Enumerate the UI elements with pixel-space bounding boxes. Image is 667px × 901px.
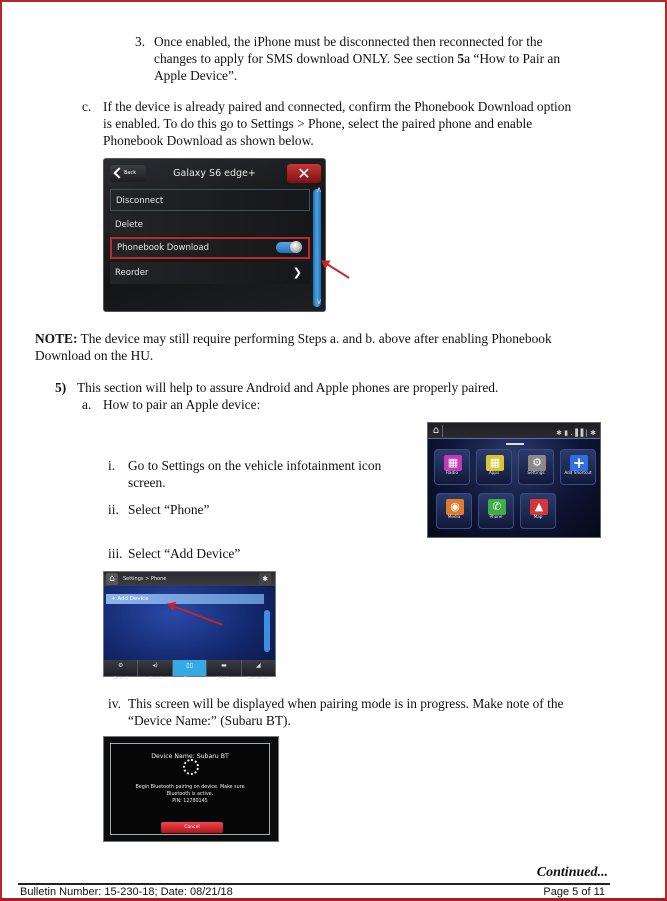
page-indicator: [506, 443, 524, 445]
add-device-row: + Add Device: [106, 594, 264, 604]
toggle-on-icon: [276, 242, 302, 253]
loading-spinner-icon: [183, 759, 199, 775]
continued-label: Continued...: [536, 865, 608, 880]
scrollbar: [264, 610, 270, 652]
scrollbar: [313, 189, 321, 307]
close-icon: ✕: [287, 164, 321, 183]
step-iii-text: Select “Add Device”: [128, 546, 241, 561]
pairing-dialog: [110, 743, 270, 835]
step-iv-number: iv.: [108, 696, 121, 711]
device-title: Galaxy S6 edge+: [173, 168, 256, 179]
apps-icon: ▦: [486, 455, 504, 471]
settings-tab-bar: [104, 660, 275, 680]
home-screen-screenshot: [427, 422, 601, 538]
bulletin-info: Bulletin Number: 15-230-18; Date: 08/21/18: [20, 886, 233, 898]
pairing-message: Begin Bluetooth pairing on device. Make sure Bluetooth is active. PIN: 12780145: [135, 785, 245, 804]
phonebook-download-screenshot: [103, 158, 326, 312]
step-3-text: Once enabled, the iPhone must be disconnected then reconnected for the changes to apply for SMS download ONLY. See section 5a “How to Pair an Apple Device”.: [154, 34, 561, 83]
step-iv-text: This screen will be displayed when pairing mode is in progress. Make note of the “Device Name:” (Subaru BT).: [128, 696, 564, 728]
note-paragraph: NOTE: The device may still require performing Steps a. and b. above after enabling Phonebook Download on the HU.: [35, 331, 552, 363]
tile-add-shortcut: + Add Shortcut: [560, 449, 596, 485]
tile-map: ▲ Map: [520, 493, 556, 529]
cancel-button: Cancel: [161, 822, 223, 833]
step-c-letter: c.: [82, 99, 92, 114]
pairing-screenshot: [103, 736, 279, 842]
map-icon: ▲: [530, 499, 548, 515]
section-5-number: 5): [55, 380, 67, 395]
page-number: Page 5 of 11: [543, 886, 605, 898]
disconnect-row: Disconnect: [110, 189, 310, 211]
speaker-icon: ◂): [152, 662, 158, 669]
delete-row: Delete: [110, 214, 310, 236]
status-bar: [428, 423, 600, 439]
section-5a-letter: a.: [82, 397, 92, 412]
section-5a-text: How to pair an Apple device:: [103, 397, 261, 412]
back-button: Back: [110, 165, 146, 182]
step-ii-number: ii.: [108, 502, 119, 517]
phone-icon: ✆: [488, 499, 506, 515]
settings-gear-icon: ⚙: [528, 455, 546, 471]
status-icons: ✱ ▮ .▐▐ | ✱: [556, 429, 596, 437]
settings-header: [104, 572, 275, 586]
tab-sound: ◂) Sound: [138, 660, 172, 676]
phone-icon: ▯▯: [186, 662, 193, 669]
step-ii-text: Select “Phone”: [128, 502, 210, 517]
tile-radio: ▦ Radio: [434, 449, 470, 485]
step-3-number: 3.: [135, 34, 146, 49]
footer-divider: [18, 883, 610, 885]
car-icon: ▬: [221, 662, 227, 669]
breadcrumb: Settings > Phone: [123, 576, 167, 582]
device-name: Device Name: Subaru BT: [151, 753, 229, 760]
settings-phone-screenshot: [103, 571, 276, 680]
navigation-icon: ◢: [256, 662, 261, 669]
bluetooth-icon: ✱: [259, 573, 271, 585]
step-i-number: i.: [108, 458, 116, 473]
step-c-text: If the device is already paired and connected, confirm the Phonebook Download option is enabled. To do this go to Settings > Phone, select the paired phone and enable Phonebook Download as shown below.: [103, 99, 572, 148]
gear-icon: ⚙: [118, 662, 124, 669]
scroll-down-icon: ∨: [316, 297, 322, 306]
tile-media: ◉ Media: [436, 493, 472, 529]
tile-settings: ⚙ Settings: [518, 449, 554, 485]
step-i-text: Go to Settings on the vehicle infotainment icon screen.: [128, 458, 382, 490]
scroll-up-icon: ∧: [316, 185, 322, 194]
media-icon: ◉: [446, 499, 464, 515]
step-iii-number: iii.: [108, 546, 123, 561]
tab-vehicle: ▬ Vehicle: [207, 660, 241, 676]
tab-phone: ▯▯ Phone: [173, 660, 207, 676]
tab-general: ⚙ General: [104, 660, 138, 676]
tile-phone: ✆ Phone: [478, 493, 514, 529]
section-5-text: This section will help to assure Android and Apple phones are properly paired.: [77, 380, 499, 395]
phonebook-download-row: Phonebook Download: [110, 237, 310, 259]
reorder-row: Reorder ❯: [110, 262, 310, 284]
plus-icon: +: [570, 455, 588, 471]
chevron-right-icon: ❯: [292, 266, 302, 279]
tab-navigation: ◢ Navigation: [242, 660, 275, 676]
home-icon: ⌂: [430, 425, 443, 437]
tile-apps: ▦ Apps: [476, 449, 512, 485]
radio-icon: ▦: [444, 455, 462, 471]
home-icon: ⌂: [106, 573, 118, 585]
